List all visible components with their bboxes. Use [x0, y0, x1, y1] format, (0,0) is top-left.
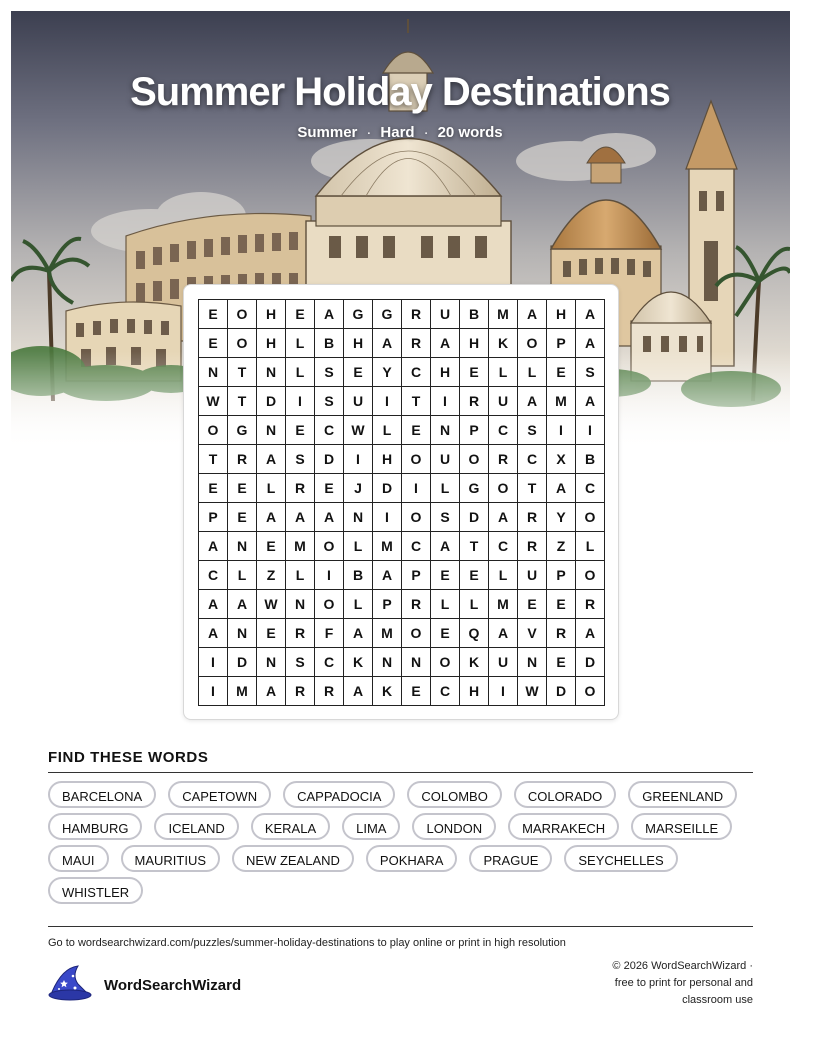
- copyright-line: classroom use: [682, 994, 753, 1006]
- grid-cell[interactable]: U: [489, 648, 518, 677]
- grid-cell[interactable]: O: [315, 590, 344, 619]
- word-chip: HAMBURG: [48, 813, 142, 840]
- grid-cell[interactable]: L: [373, 416, 402, 445]
- grid-cell[interactable]: A: [576, 329, 605, 358]
- separator-dot: ·: [366, 124, 372, 141]
- grid-cell[interactable]: K: [460, 648, 489, 677]
- word-chip: COLORADO: [514, 781, 616, 808]
- grid-cell[interactable]: A: [257, 503, 286, 532]
- grid-cell[interactable]: C: [315, 648, 344, 677]
- grid-cell[interactable]: L: [286, 329, 315, 358]
- grid-cell[interactable]: R: [489, 445, 518, 474]
- grid-cell[interactable]: D: [315, 445, 344, 474]
- grid-cell[interactable]: E: [257, 619, 286, 648]
- grid-cell[interactable]: A: [518, 387, 547, 416]
- grid-cell[interactable]: E: [315, 474, 344, 503]
- grid-cell[interactable]: A: [576, 300, 605, 329]
- grid-cell[interactable]: W: [257, 590, 286, 619]
- grid-cell[interactable]: O: [460, 445, 489, 474]
- grid-cell[interactable]: H: [257, 329, 286, 358]
- grid-cell[interactable]: D: [547, 677, 576, 706]
- grid-cell[interactable]: P: [460, 416, 489, 445]
- grid-cell[interactable]: G: [344, 300, 373, 329]
- grid-cell[interactable]: L: [344, 532, 373, 561]
- grid-cell[interactable]: E: [547, 648, 576, 677]
- grid-cell[interactable]: B: [344, 561, 373, 590]
- grid-cell[interactable]: R: [286, 474, 315, 503]
- grid-row: [199, 300, 605, 329]
- grid-cell[interactable]: N: [344, 503, 373, 532]
- grid-cell[interactable]: A: [286, 503, 315, 532]
- grid-row: [199, 677, 605, 706]
- grid-cell[interactable]: H: [431, 358, 460, 387]
- word-chip: BARCELONA: [48, 781, 156, 808]
- word-list-divider: [48, 772, 753, 773]
- word-chip: ICELAND: [154, 813, 238, 840]
- grid-cell[interactable]: R: [518, 503, 547, 532]
- grid-row: [199, 648, 605, 677]
- copyright-line: free to print for personal and: [614, 977, 753, 989]
- grid-cell[interactable]: A: [228, 590, 257, 619]
- word-chip: MARSEILLE: [631, 813, 732, 840]
- grid-cell[interactable]: O: [518, 329, 547, 358]
- grid-cell[interactable]: T: [228, 387, 257, 416]
- footer-divider: [48, 926, 753, 927]
- grid-cell[interactable]: G: [373, 300, 402, 329]
- grid-cell[interactable]: O: [402, 445, 431, 474]
- grid-cell[interactable]: U: [344, 387, 373, 416]
- grid-cell[interactable]: E: [431, 619, 460, 648]
- grid-cell[interactable]: G: [228, 416, 257, 445]
- grid-cell[interactable]: E: [402, 677, 431, 706]
- word-chip: MAUI: [48, 845, 109, 872]
- grid-cell[interactable]: L: [576, 532, 605, 561]
- grid-cell[interactable]: T: [518, 474, 547, 503]
- grid-cell[interactable]: H: [460, 677, 489, 706]
- word-chip: WHISTLER: [48, 877, 143, 904]
- grid-cell[interactable]: R: [576, 590, 605, 619]
- grid-cell[interactable]: P: [402, 561, 431, 590]
- grid-cell[interactable]: D: [460, 503, 489, 532]
- grid-cell[interactable]: E: [286, 416, 315, 445]
- grid-row: [199, 474, 605, 503]
- grid-cell[interactable]: S: [518, 416, 547, 445]
- grid-cell[interactable]: I: [576, 416, 605, 445]
- grid-cell[interactable]: E: [518, 590, 547, 619]
- grid-cell[interactable]: N: [257, 358, 286, 387]
- grid-cell[interactable]: I: [373, 387, 402, 416]
- grid-cell[interactable]: A: [344, 677, 373, 706]
- grid-cell[interactable]: A: [199, 590, 228, 619]
- grid-cell[interactable]: E: [199, 474, 228, 503]
- grid-cell[interactable]: A: [344, 619, 373, 648]
- grid-cell[interactable]: T: [402, 387, 431, 416]
- grid-cell[interactable]: M: [547, 387, 576, 416]
- grid-cell[interactable]: L: [431, 474, 460, 503]
- grid-cell[interactable]: N: [199, 358, 228, 387]
- grid-cell[interactable]: I: [344, 445, 373, 474]
- grid-cell[interactable]: O: [576, 561, 605, 590]
- word-chip: MAURITIUS: [121, 845, 221, 872]
- grid-cell[interactable]: H: [547, 300, 576, 329]
- grid-cell[interactable]: E: [431, 561, 460, 590]
- grid-cell[interactable]: A: [489, 503, 518, 532]
- grid-cell[interactable]: Z: [257, 561, 286, 590]
- copyright-notice: [583, 958, 753, 1009]
- grid-cell[interactable]: L: [460, 590, 489, 619]
- grid-cell[interactable]: O: [576, 503, 605, 532]
- grid-cell[interactable]: C: [489, 532, 518, 561]
- grid-cell[interactable]: R: [460, 387, 489, 416]
- grid-cell[interactable]: I: [402, 474, 431, 503]
- grid-cell[interactable]: F: [315, 619, 344, 648]
- grid-cell[interactable]: I: [489, 677, 518, 706]
- grid-cell[interactable]: N: [257, 416, 286, 445]
- grid-cell[interactable]: E: [547, 590, 576, 619]
- grid-cell[interactable]: E: [402, 416, 431, 445]
- grid-cell[interactable]: O: [576, 677, 605, 706]
- grid-cell[interactable]: I: [315, 561, 344, 590]
- grid-cell[interactable]: R: [286, 619, 315, 648]
- grid-cell[interactable]: U: [431, 445, 460, 474]
- letter-grid: [198, 299, 605, 706]
- grid-cell[interactable]: A: [257, 445, 286, 474]
- separator-dot: ·: [423, 124, 429, 141]
- grid-cell[interactable]: I: [547, 416, 576, 445]
- grid-cell[interactable]: C: [576, 474, 605, 503]
- grid-row: [199, 416, 605, 445]
- grid-cell[interactable]: M: [489, 590, 518, 619]
- brand-name: WordSearchWizard: [104, 977, 242, 994]
- grid-cell[interactable]: P: [199, 503, 228, 532]
- grid-cell[interactable]: I: [286, 387, 315, 416]
- grid-cell[interactable]: U: [431, 300, 460, 329]
- word-list-heading: FIND THESE WORDS: [48, 749, 209, 766]
- grid-cell[interactable]: L: [257, 474, 286, 503]
- grid-cell[interactable]: P: [547, 329, 576, 358]
- puzzle-meta: [0, 124, 800, 141]
- grid-cell[interactable]: M: [286, 532, 315, 561]
- grid-cell[interactable]: O: [315, 532, 344, 561]
- grid-cell[interactable]: M: [489, 300, 518, 329]
- grid-cell[interactable]: N: [373, 648, 402, 677]
- grid-cell[interactable]: O: [402, 503, 431, 532]
- grid-cell[interactable]: A: [199, 619, 228, 648]
- grid-cell[interactable]: W: [344, 416, 373, 445]
- footer-url-text: Go to wordsearchwizard.com/puzzles/summer-holiday-destinations to play online or print in high resolution: [48, 937, 566, 949]
- grid-cell[interactable]: C: [315, 416, 344, 445]
- grid-cell[interactable]: D: [373, 474, 402, 503]
- grid-cell[interactable]: W: [518, 677, 547, 706]
- word-chip: KERALA: [251, 813, 330, 840]
- grid-cell[interactable]: L: [228, 561, 257, 590]
- grid-cell[interactable]: M: [373, 619, 402, 648]
- grid-cell[interactable]: R: [228, 445, 257, 474]
- grid-cell[interactable]: I: [199, 648, 228, 677]
- grid-cell[interactable]: A: [431, 532, 460, 561]
- grid-cell[interactable]: C: [518, 445, 547, 474]
- grid-cell[interactable]: E: [344, 358, 373, 387]
- grid-cell[interactable]: E: [199, 300, 228, 329]
- grid-cell[interactable]: H: [344, 329, 373, 358]
- grid-cell[interactable]: L: [489, 561, 518, 590]
- grid-cell[interactable]: U: [489, 387, 518, 416]
- grid-cell[interactable]: D: [257, 387, 286, 416]
- grid-row: [199, 503, 605, 532]
- grid-cell[interactable]: U: [518, 561, 547, 590]
- grid-row: [199, 561, 605, 590]
- grid-cell[interactable]: T: [199, 445, 228, 474]
- grid-cell[interactable]: Y: [547, 503, 576, 532]
- grid-cell[interactable]: O: [228, 300, 257, 329]
- wizard-hat-icon: [48, 964, 92, 1007]
- word-chip: MARRAKECH: [508, 813, 619, 840]
- grid-cell[interactable]: K: [344, 648, 373, 677]
- grid-cell[interactable]: N: [228, 532, 257, 561]
- grid-row: [199, 358, 605, 387]
- grid-cell[interactable]: Y: [373, 358, 402, 387]
- grid-row: [199, 532, 605, 561]
- grid-cell[interactable]: I: [373, 503, 402, 532]
- grid-cell[interactable]: E: [228, 474, 257, 503]
- grid-cell[interactable]: B: [576, 445, 605, 474]
- copyright-line: © 2026 WordSearchWizard ·: [612, 960, 753, 972]
- word-chip: GREENLAND: [628, 781, 737, 808]
- grid-cell[interactable]: N: [402, 648, 431, 677]
- grid-cell[interactable]: A: [315, 300, 344, 329]
- grid-cell[interactable]: E: [547, 358, 576, 387]
- word-chip: COLOMBO: [407, 781, 501, 808]
- grid-cell[interactable]: E: [228, 503, 257, 532]
- grid-cell[interactable]: A: [547, 474, 576, 503]
- grid-cell[interactable]: C: [489, 416, 518, 445]
- grid-cell[interactable]: W: [199, 387, 228, 416]
- grid-cell[interactable]: A: [315, 503, 344, 532]
- grid-cell[interactable]: A: [373, 561, 402, 590]
- grid-cell[interactable]: N: [286, 590, 315, 619]
- grid-cell[interactable]: C: [431, 677, 460, 706]
- grid-cell[interactable]: E: [257, 532, 286, 561]
- grid-cell[interactable]: V: [518, 619, 547, 648]
- grid-cell[interactable]: A: [489, 619, 518, 648]
- grid-cell[interactable]: E: [460, 358, 489, 387]
- grid-cell[interactable]: O: [431, 648, 460, 677]
- grid-cell[interactable]: I: [199, 677, 228, 706]
- grid-cell[interactable]: M: [228, 677, 257, 706]
- puzzle-grid-card: [183, 284, 619, 720]
- grid-cell[interactable]: H: [373, 445, 402, 474]
- grid-cell[interactable]: E: [199, 329, 228, 358]
- grid-cell[interactable]: Q: [460, 619, 489, 648]
- grid-cell[interactable]: N: [228, 619, 257, 648]
- puzzle-title: Summer Holiday Destinations: [130, 70, 670, 114]
- grid-row: [199, 445, 605, 474]
- grid-cell[interactable]: P: [373, 590, 402, 619]
- grid-cell[interactable]: T: [460, 532, 489, 561]
- grid-cell[interactable]: S: [315, 358, 344, 387]
- grid-cell[interactable]: R: [402, 300, 431, 329]
- grid-row: [199, 387, 605, 416]
- grid-cell[interactable]: A: [576, 387, 605, 416]
- brand: [48, 964, 241, 1007]
- grid-cell[interactable]: B: [460, 300, 489, 329]
- grid-cell[interactable]: Z: [547, 532, 576, 561]
- grid-cell[interactable]: L: [431, 590, 460, 619]
- grid-cell[interactable]: A: [576, 619, 605, 648]
- grid-cell[interactable]: R: [518, 532, 547, 561]
- grid-cell[interactable]: O: [199, 416, 228, 445]
- grid-cell[interactable]: X: [547, 445, 576, 474]
- grid-cell[interactable]: N: [257, 648, 286, 677]
- grid-cell[interactable]: P: [547, 561, 576, 590]
- word-chip: LONDON: [412, 813, 496, 840]
- grid-cell[interactable]: N: [431, 416, 460, 445]
- word-list: [48, 781, 753, 904]
- grid-cell[interactable]: D: [576, 648, 605, 677]
- grid-cell[interactable]: S: [576, 358, 605, 387]
- grid-cell[interactable]: C: [199, 561, 228, 590]
- grid-cell[interactable]: O: [228, 329, 257, 358]
- grid-cell[interactable]: H: [257, 300, 286, 329]
- word-chip: PRAGUE: [469, 845, 552, 872]
- grid-cell[interactable]: S: [431, 503, 460, 532]
- grid-cell[interactable]: G: [460, 474, 489, 503]
- word-chip: CAPETOWN: [168, 781, 271, 808]
- theme-label: Summer: [297, 124, 358, 141]
- word-chip: POKHARA: [366, 845, 458, 872]
- grid-cell[interactable]: B: [315, 329, 344, 358]
- difficulty-label: Hard: [380, 124, 415, 141]
- grid-cell[interactable]: C: [402, 358, 431, 387]
- grid-cell[interactable]: L: [344, 590, 373, 619]
- grid-cell[interactable]: R: [286, 677, 315, 706]
- grid-cell[interactable]: K: [489, 329, 518, 358]
- grid-cell[interactable]: N: [518, 648, 547, 677]
- word-count-label: 20 words: [437, 124, 503, 141]
- grid-cell[interactable]: R: [402, 329, 431, 358]
- grid-cell[interactable]: L: [489, 358, 518, 387]
- grid-cell[interactable]: C: [402, 532, 431, 561]
- grid-cell[interactable]: A: [373, 329, 402, 358]
- grid-cell[interactable]: O: [489, 474, 518, 503]
- grid-cell[interactable]: J: [344, 474, 373, 503]
- grid-cell[interactable]: A: [257, 677, 286, 706]
- grid-cell[interactable]: H: [460, 329, 489, 358]
- grid-cell[interactable]: K: [373, 677, 402, 706]
- grid-cell[interactable]: R: [315, 677, 344, 706]
- grid-cell[interactable]: L: [518, 358, 547, 387]
- word-chip: NEW ZEALAND: [232, 845, 354, 872]
- grid-cell[interactable]: I: [431, 387, 460, 416]
- grid-cell[interactable]: O: [402, 619, 431, 648]
- grid-cell[interactable]: D: [228, 648, 257, 677]
- grid-cell[interactable]: E: [286, 300, 315, 329]
- grid-cell[interactable]: S: [286, 648, 315, 677]
- grid-cell[interactable]: R: [547, 619, 576, 648]
- grid-cell[interactable]: L: [286, 358, 315, 387]
- grid-cell[interactable]: A: [199, 532, 228, 561]
- grid-cell[interactable]: A: [518, 300, 547, 329]
- word-chip: CAPPADOCIA: [283, 781, 395, 808]
- word-chip: SEYCHELLES: [564, 845, 677, 872]
- grid-cell[interactable]: S: [286, 445, 315, 474]
- grid-cell[interactable]: L: [286, 561, 315, 590]
- grid-cell[interactable]: R: [402, 590, 431, 619]
- grid-cell[interactable]: E: [460, 561, 489, 590]
- grid-row: [199, 329, 605, 358]
- grid-cell[interactable]: S: [315, 387, 344, 416]
- grid-cell[interactable]: A: [431, 329, 460, 358]
- word-chip: LIMA: [342, 813, 400, 840]
- grid-cell[interactable]: T: [228, 358, 257, 387]
- grid-cell[interactable]: M: [373, 532, 402, 561]
- grid-row: [199, 590, 605, 619]
- grid-row: [199, 619, 605, 648]
